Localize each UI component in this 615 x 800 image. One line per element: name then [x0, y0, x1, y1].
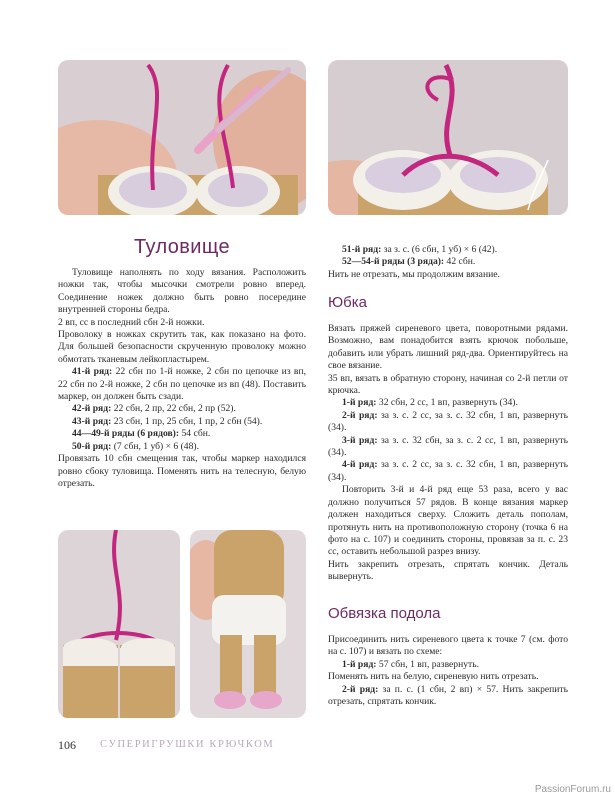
torso-instructions-continued	[328, 244, 568, 281]
hem-para-1: Присоединить нить сиреневого цвета к точке 7 (см. фото на с. 107) и вязать по схеме:	[328, 634, 568, 658]
heading-skirt: Юбка	[328, 294, 367, 311]
row-label: 51-й ряд:	[342, 244, 382, 255]
torso-para-2: 2 вп, сс в последний сбн 2-й ножки.	[58, 316, 205, 328]
skirt-para-2: 35 вп, вязать в обратную сторону, начиная со 2-й петли от крючка.	[328, 372, 568, 397]
row-label: 4-й ряд:	[342, 459, 378, 471]
hem-row-2	[328, 684, 568, 709]
row-label: 44—49-й ряды (6 рядов):	[72, 428, 180, 440]
skirt-instructions	[328, 323, 568, 584]
row-text: за з. с. 32 сбн, за з. с. 2 сс, 1 вп, развернуть (34).	[328, 434, 568, 459]
row-label: 43-й ряд:	[72, 415, 112, 427]
row-label: 2-й ряд:	[342, 683, 379, 695]
skirt-row-2	[328, 410, 568, 435]
row-43	[58, 416, 306, 428]
row-44-49	[58, 428, 306, 440]
row-text: за з. с. 2 сс, за з. с. 32 сбн, 1 вп, развернуть (34).	[328, 409, 568, 434]
row-label: 2-й ряд:	[342, 409, 378, 421]
heading-torso: Туловище	[133, 236, 231, 258]
row-52-54	[328, 256, 568, 268]
row-label: 52—54-й ряды (3 ряда):	[342, 256, 445, 268]
photo-doll-legs	[190, 530, 306, 718]
row-label: 1-й ряд:	[342, 397, 377, 409]
row-text: 22 сбн, 2 пр, 22 сбн, 2 пр (52).	[111, 403, 236, 415]
skirt-para-4: Нить закрепить отрезать, спрятать кончик. Деталь вывернуть.	[328, 558, 568, 583]
row-text: 32 сбн, 2 сс, 1 вп, развернуть (34).	[376, 397, 518, 409]
row-text: 54 сбн.	[179, 428, 211, 440]
row-51	[328, 244, 568, 256]
row-text: 57 сбн, 1 вп, развернуть.	[376, 658, 480, 670]
torso-para-3: Проволоку в ножках скрутить так, как показано на фото. Для большей безопасности скрученную проволоку можно обмотать тканевым лейкопластырем.	[58, 329, 306, 365]
torso-instructions	[58, 267, 306, 490]
photo-torso-wire	[58, 530, 180, 718]
hem-row-1	[328, 659, 568, 671]
row-label: 50-й ряд:	[72, 440, 112, 452]
row-50	[58, 441, 306, 453]
book-title-footer: СУПЕРИГРУШКИ КРЮЧКОМ	[100, 739, 275, 750]
hem-instructions	[328, 634, 568, 708]
row-text: за з. с. (6 сбн, 1 уб) × 6 (42).	[381, 244, 498, 255]
page-number: 106	[58, 738, 76, 752]
row-text: 23 сбн, 1 пр, 25 сбн, 1 пр, 2 сбн (54).	[111, 415, 263, 427]
row-text: (7 сбн, 1 уб) × 6 (48).	[111, 440, 199, 452]
skirt-row-1	[328, 397, 568, 409]
hem-para-2: Поменять нить на белую, сиреневую нить отрезать.	[328, 671, 539, 683]
row-label: 41-й ряд:	[72, 366, 113, 378]
watermark: PassionForum.ru	[534, 784, 611, 795]
row-label: 3-й ряд:	[342, 434, 378, 446]
torso-para-1: Туловище наполнять по ходу вязания. Расположить ножки так, чтобы мысочки смотрели ровно вперед. Соединение ножек должно быть ровно посередине внутренней стороны бедра.	[58, 267, 306, 316]
row-text: 22 сбн по 1-й ножке, 2 сбн по цепочке из вп, 22 сбн по 2-й ножке, 2 сбн по цепочке из вп (48). Поставить маркер, он должен быть сзади.	[58, 366, 306, 403]
photo-legs-joining	[58, 60, 306, 215]
row-label: 42-й ряд:	[72, 403, 112, 415]
skirt-para-3: Повторить 3-й и 4-й ряд еще 53 раза, всего у вас должно получиться 57 рядов. В конце вязания маркер должен находиться сверху. Сложить деталь пополам, протянуть нить на противоположную сторону (точка 6 на фото на с. 107) и соединить стороны, провязав за п. с. 23 сс, оставить небольшой разрез внизу.	[328, 484, 568, 558]
heading-hem-edging: Обвязка подола	[328, 605, 441, 622]
skirt-row-3	[328, 435, 568, 460]
row-text: за п. с. (1 сбн, 2 вп) × 57. Нить закрепить отрезать, спрятать кончик.	[328, 683, 568, 708]
row-42	[58, 403, 306, 415]
row-41	[58, 366, 306, 403]
skirt-para-1: Вязать пряжей сиреневого цвета, поворотными рядами. Возможно, вам понадобится взять крючок побольше, добавить или убрать лишний ряд-два. Ориентируйтесь на свое вязание.	[328, 323, 568, 372]
photo-legs-wire-twisted	[328, 60, 568, 215]
row-label: 1-й ряд:	[342, 658, 377, 670]
row-text: 42 сбн.	[444, 256, 476, 268]
skirt-row-4	[328, 459, 568, 484]
row-text: за з. с. 2 сс, за з. с. 32 сбн, 1 вп, развернуть (34).	[328, 459, 568, 483]
torso-para-5: Нить не отрезать, мы продолжим вязание.	[328, 268, 500, 280]
torso-para-4: Провязать 10 сбн смещения так, чтобы маркер находился ровно сбоку туловища. Поменять нить на телесную, белую отрезать.	[58, 453, 306, 489]
